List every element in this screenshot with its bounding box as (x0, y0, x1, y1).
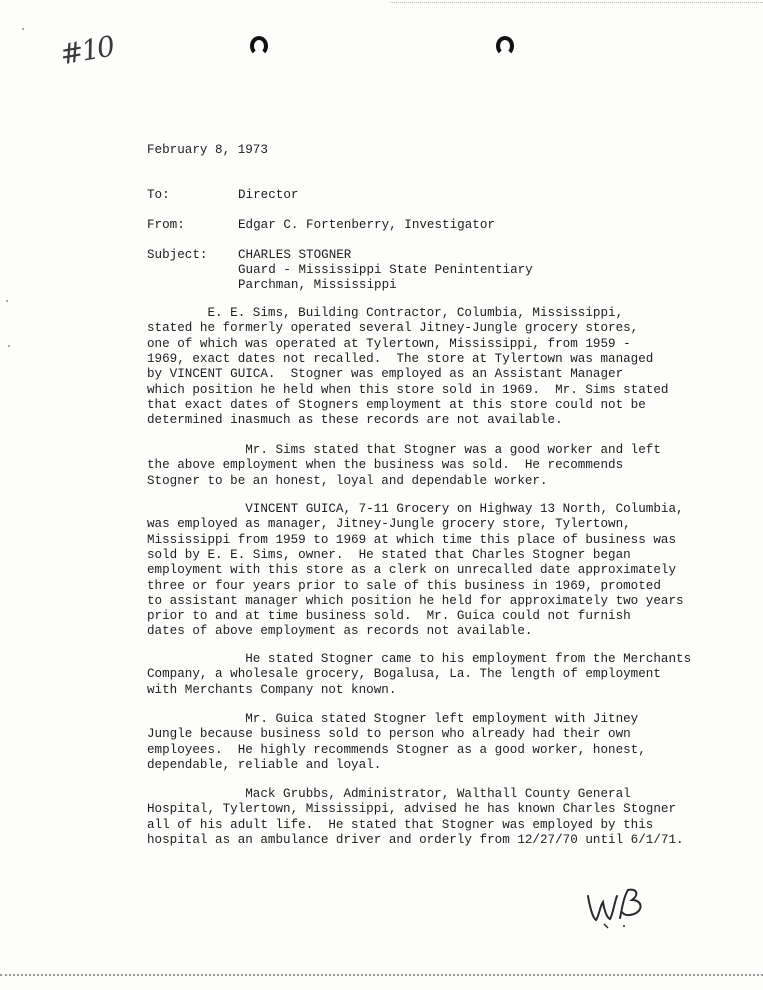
paragraph-line: sold by E. E. Sims, owner. He stated that Charles Stogner began (147, 547, 631, 562)
paragraph-line: VINCENT GUICA, 7-11 Grocery on Highway 13 North, Columbia, (147, 502, 684, 516)
subject-line: Guard - Mississippi State Penintentiary (238, 263, 533, 277)
to-label: To: (147, 188, 170, 202)
paragraph-line: Mr. Guica stated Stogner left employment with Jitney (147, 712, 639, 726)
paragraph-line: one of which was operated at Tylertown, Mississippi, from 1959 - (147, 336, 631, 351)
paragraph-line: the above employment when the business was sold. He recommends (147, 458, 624, 473)
paragraph-line: by VINCENT GUICA. Stogner was employed as an Assistant Manager (147, 367, 624, 382)
paragraph-line: Mississippi from 1959 to 1969 at which time this place of business was (147, 532, 677, 547)
paragraph-line: employees. He highly recommends Stogner as a good worker, honest, (147, 742, 646, 757)
paragraph-line: 1969, exact dates not recalled. The store at Tylertown was managed (147, 351, 654, 366)
page-edge-dots (390, 2, 763, 3)
scan-speck (22, 28, 24, 30)
subject-line: Parchman, Mississippi (238, 278, 397, 292)
paragraph-line: was employed as manager, Jitney-Jungle grocery store, Tylertown, (147, 517, 631, 532)
paragraph-line: E. E. Sims, Building Contractor, Columbia, Mississippi, (147, 306, 624, 320)
paragraph-line: Mack Grubbs, Administrator, Walthall County General (147, 787, 631, 801)
page-bottom-edge (0, 974, 763, 976)
from-value: Edgar C. Fortenberry, Investigator (238, 218, 495, 232)
paragraph-line: all of his adult life. He stated that Stogner was employed by this (147, 817, 654, 832)
paragraph-line: with Merchants Company not known. (147, 682, 397, 697)
paragraph-line: determined inasmuch as these records are not available. (147, 413, 563, 428)
paragraph-line: three or four years prior to sale of this business in 1969, promoted (147, 578, 661, 593)
paragraph-line: dependable, reliable and loyal. (147, 757, 382, 772)
paragraph-line: Mr. Sims stated that Stogner was a good worker and left (147, 443, 661, 457)
paragraph-line: Company, a wholesale grocery, Bogalusa, La. The length of employment (147, 667, 661, 682)
paragraph-line: He stated Stogner came to his employment from the Merchants (147, 652, 692, 666)
paragraph-line: hospital as an ambulance driver and orderly from 12/27/70 until 6/1/71. (147, 832, 684, 847)
scan-speck (6, 300, 8, 302)
from-label: From: (147, 218, 185, 232)
scan-speck (8, 345, 10, 347)
handwritten-number: #10 (57, 29, 116, 72)
paragraph-line: stated he formerly operated several Jitney-Jungle grocery stores, (147, 321, 639, 336)
punch-hole-right (496, 36, 514, 56)
to-value: Director (238, 188, 299, 202)
paragraph-line: Stogner to be an honest, loyal and dependable worker. (147, 473, 548, 488)
subject-line: CHARLES STOGNER (238, 248, 352, 262)
memo-date: February 8, 1973 (147, 143, 268, 157)
paragraph-line: Hospital, Tylertown, Mississippi, advised he has known Charles Stogner (147, 802, 677, 817)
handwritten-initials-signature (584, 882, 654, 932)
paragraph-line: Jungle because business sold to person who already had their own (147, 727, 631, 742)
paragraph-line: that exact dates of Stogners employment at this store could not be (147, 397, 646, 412)
punch-hole-left (250, 36, 268, 56)
paragraph-line: to assistant manager which position he held for approximately two years (147, 593, 684, 608)
paragraph-line: prior to and at time business sold. Mr. Guica could not furnish (147, 609, 631, 624)
paragraph-line: dates of above employment as records not available. (147, 624, 533, 639)
paragraph-line: which position he held when this store sold in 1969. Mr. Sims stated (147, 382, 669, 397)
paragraph-line: employment with this store as a clerk on unrecalled date approximately (147, 563, 677, 578)
subject-label: Subject: (147, 248, 208, 262)
